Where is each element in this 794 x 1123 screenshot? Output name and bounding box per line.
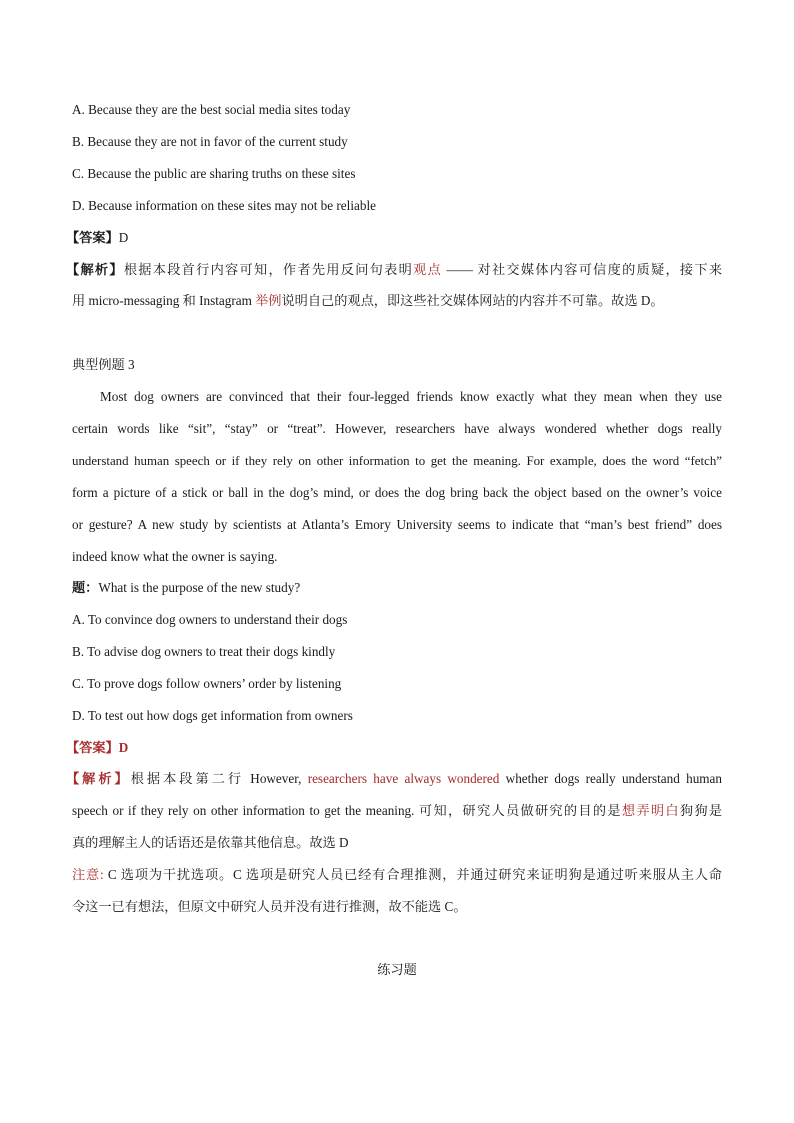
- analysis-text: —— 对社交媒体内容可信度的质疑，接下来: [441, 262, 723, 277]
- passage-line: certain words like “sit”, “stay” or “treat”. However, researchers have always wondered whether dogs really: [72, 421, 722, 436]
- note-text: C 选项为干扰选项。C 选项是研究人员已经有合理推测，并通过研究来证明狗是通过听来服从主人命: [107, 867, 722, 882]
- highlight-text: 举例: [255, 293, 282, 308]
- option-a: A. To convince dog owners to understand their dogs: [72, 612, 348, 627]
- question-label: 题：: [72, 580, 99, 595]
- passage-line: understand human speech or if they rely on other information to get the meaning. For example, does the word “fetch”: [72, 454, 722, 468]
- analysis-text: 根据本段第二行 However,: [130, 771, 308, 786]
- analysis-text: 说明自己的观点，即这些社交媒体网站的内容并不可靠。故选 D。: [281, 293, 664, 308]
- analysis-text: 根据本段首行内容可知，作者先用反问句表明: [123, 262, 414, 277]
- analysis-line-1: [66, 261, 722, 279]
- answer-label: 【答案】: [66, 230, 119, 245]
- highlight-text: researchers have always wondered: [307, 771, 500, 786]
- analysis-text: whether dogs really understand human: [499, 771, 722, 786]
- option-c: C. To prove dogs follow owners’ order by listening: [72, 676, 342, 691]
- passage-line: form a picture of a stick or ball in the dog’s mind, or does the dog bring back the object based on the owner’s voice: [72, 485, 722, 500]
- analysis-line-2: [72, 802, 722, 820]
- option-b: B. Because they are not in favor of the current study: [72, 134, 348, 149]
- option-d: D. To test out how dogs get information from owners: [72, 708, 353, 723]
- section-heading: 典型例题 3: [72, 357, 135, 372]
- option-d: D. Because information on these sites may not be reliable: [72, 198, 376, 213]
- option-c: C. Because the public are sharing truths on these sites: [72, 166, 356, 181]
- question-line: [72, 579, 722, 597]
- passage-line: indeed know what the owner is saying.: [72, 549, 278, 564]
- answer-line: [66, 739, 716, 757]
- note-line-2: 令这一已有想法，但原文中研究人员并没有进行推测，故不能选 C。: [72, 899, 467, 914]
- note-line-1: [72, 866, 722, 884]
- highlight-text: 观点: [413, 262, 442, 277]
- analysis-line-1: [66, 770, 722, 788]
- analysis-text: 狗狗是: [679, 803, 723, 818]
- practice-heading: 练习题: [377, 962, 417, 977]
- analysis-label: 【解析】: [66, 771, 131, 786]
- answer-label: 【答案】: [66, 740, 119, 755]
- highlight-text: 想弄明白: [621, 803, 680, 818]
- analysis-text: 用 micro-messaging 和 Instagram: [72, 293, 256, 308]
- question-text: What is the purpose of the new study?: [98, 580, 301, 595]
- note-label: 注意:: [72, 867, 108, 882]
- passage-line: Most dog owners are convinced that their four-legged friends know exactly what they mean when they use: [100, 389, 722, 404]
- option-a: A. Because they are the best social media sites today: [72, 102, 351, 117]
- option-b: B. To advise dog owners to treat their dogs kindly: [72, 644, 336, 659]
- answer-value: D: [118, 230, 129, 245]
- analysis-text: speech or if they rely on other information to get the meaning. 可知，研究人员做研究的目的是: [72, 803, 622, 818]
- analysis-label: 【解析】: [66, 262, 124, 277]
- analysis-line-3: 真的理解主人的话语还是依靠其他信息。故选 D: [72, 835, 349, 850]
- passage-line: or gesture? A new study by scientists at Atlanta’s Emory University seems to indicate that “man’s best friend” does: [72, 517, 722, 532]
- answer-line: [66, 229, 716, 247]
- answer-value: D: [118, 740, 129, 755]
- analysis-line-2: [72, 292, 722, 310]
